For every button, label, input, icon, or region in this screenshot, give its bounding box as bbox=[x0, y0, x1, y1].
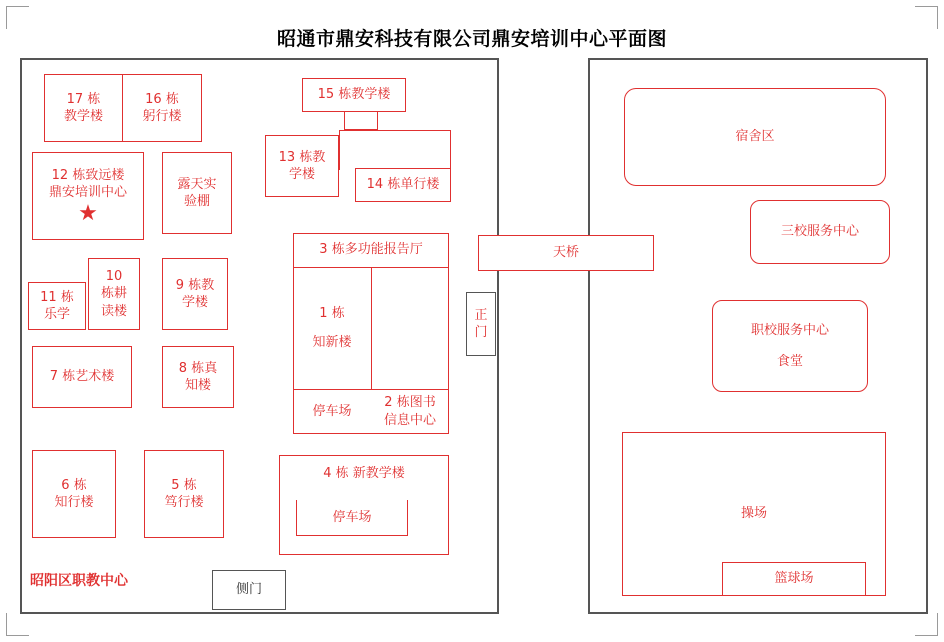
sky-bridge[interactable] bbox=[478, 235, 654, 271]
side-gate-line-1: 侧门 bbox=[235, 582, 262, 598]
building-8[interactable] bbox=[162, 346, 234, 408]
building-16[interactable] bbox=[122, 74, 202, 142]
building-14-line-1: 14 栋单行楼 bbox=[366, 177, 440, 193]
building-12[interactable] bbox=[32, 152, 144, 240]
three-school-service-center-line-1: 三校服务中心 bbox=[780, 224, 859, 240]
building-2-line-1: 2 栋图书 bbox=[384, 395, 436, 411]
building-4-line-1: 4 栋 新教学楼 bbox=[323, 466, 405, 482]
building-15-connector bbox=[344, 112, 378, 130]
building-5[interactable] bbox=[144, 450, 224, 538]
building-1-line-1: 1 栋 bbox=[319, 305, 345, 321]
parking-lot-1[interactable] bbox=[293, 389, 371, 434]
building-10[interactable] bbox=[88, 258, 140, 330]
central-block-divider-vertical bbox=[371, 267, 372, 389]
vocational-service-center[interactable] bbox=[712, 300, 868, 392]
building-16-line-1: 16 栋 bbox=[145, 91, 179, 107]
building-7[interactable] bbox=[32, 346, 132, 408]
building-5-line-2: 笃行楼 bbox=[164, 495, 204, 510]
star-icon: ★ bbox=[78, 201, 98, 227]
building-8-line-2: 知楼 bbox=[184, 378, 211, 393]
building-12-line-1: 12 栋致远楼 bbox=[51, 167, 125, 183]
building-6-line-2: 知行楼 bbox=[54, 495, 94, 510]
building-14[interactable] bbox=[355, 168, 451, 202]
crop-mark-bottom-right bbox=[915, 613, 938, 636]
main-gate-line-1: 正 bbox=[474, 307, 488, 323]
sky-bridge-line-1: 天桥 bbox=[552, 245, 579, 261]
building-10-line-2: 栋耕 bbox=[100, 286, 127, 302]
page-title: 昭通市鼎安科技有限公司鼎安培训中心平面图 bbox=[276, 28, 667, 50]
building-4[interactable] bbox=[279, 462, 449, 486]
dormitory-area-line-1: 宿舍区 bbox=[735, 129, 775, 145]
building-5-line-1: 5 栋 bbox=[171, 477, 197, 493]
vocational-service-center-line-1: 职校服务中心 bbox=[750, 322, 829, 338]
building-3[interactable] bbox=[293, 233, 449, 267]
open-air-lab-line-2: 验棚 bbox=[183, 194, 210, 209]
dormitory-area[interactable] bbox=[624, 88, 886, 186]
building-12-line-2: 鼎安培训中心 bbox=[48, 185, 127, 200]
building-1-line-2: 知新楼 bbox=[312, 335, 352, 350]
building-9[interactable] bbox=[162, 258, 228, 330]
building-2-line-2: 信息中心 bbox=[383, 412, 436, 428]
crop-mark-bottom-left bbox=[6, 613, 29, 636]
building-13-line-2: 学楼 bbox=[288, 167, 315, 182]
building-16-line-2: 躬行楼 bbox=[142, 109, 182, 124]
building-17[interactable] bbox=[44, 74, 122, 142]
building-9-line-1: 9 栋教 bbox=[175, 277, 215, 293]
parking-lot-2[interactable] bbox=[296, 500, 408, 536]
open-air-lab-line-1: 露天实 bbox=[177, 176, 217, 192]
building-17-line-1: 17 栋 bbox=[66, 91, 101, 107]
parking-lot-1-line-1: 停车场 bbox=[312, 403, 352, 419]
building-13[interactable] bbox=[265, 135, 339, 197]
open-air-lab[interactable] bbox=[162, 152, 232, 234]
building-11[interactable] bbox=[28, 282, 86, 330]
side-gate[interactable] bbox=[212, 570, 286, 610]
basketball-court[interactable] bbox=[722, 562, 866, 596]
building-8-line-1: 8 栋真 bbox=[178, 360, 218, 376]
building-15[interactable] bbox=[302, 78, 406, 112]
building-13-line-1: 13 栋教 bbox=[278, 149, 326, 165]
building-15-line-1: 15 栋教学楼 bbox=[317, 87, 391, 103]
main-gate-line-2: 门 bbox=[474, 325, 488, 340]
building-11-line-2: 乐学 bbox=[43, 307, 70, 322]
building-1[interactable] bbox=[293, 267, 371, 389]
basketball-court-line-1: 篮球场 bbox=[774, 571, 814, 587]
parking-lot-2-line-1: 停车场 bbox=[332, 509, 372, 525]
building-2[interactable] bbox=[371, 389, 449, 434]
building-11-line-1: 11 栋 bbox=[40, 289, 74, 305]
three-school-service-center[interactable] bbox=[750, 200, 890, 264]
building-6[interactable] bbox=[32, 450, 116, 538]
building-3-line-1: 3 栋多功能报告厅 bbox=[319, 242, 423, 258]
campus-label: 昭阳区职教中心 bbox=[30, 573, 128, 589]
main-gate[interactable] bbox=[466, 292, 496, 356]
building-7-line-1: 7 栋艺术楼 bbox=[49, 369, 115, 385]
building-9-line-2: 学楼 bbox=[181, 295, 208, 310]
playground-line-1: 操场 bbox=[740, 506, 767, 522]
building-17-line-2: 教学楼 bbox=[63, 109, 103, 124]
building-10-line-1: 10 bbox=[105, 269, 123, 285]
vocational-service-center-line-2: 食堂 bbox=[776, 354, 803, 369]
building-6-line-1: 6 栋 bbox=[61, 477, 87, 493]
building-10-line-3: 读楼 bbox=[100, 303, 127, 319]
